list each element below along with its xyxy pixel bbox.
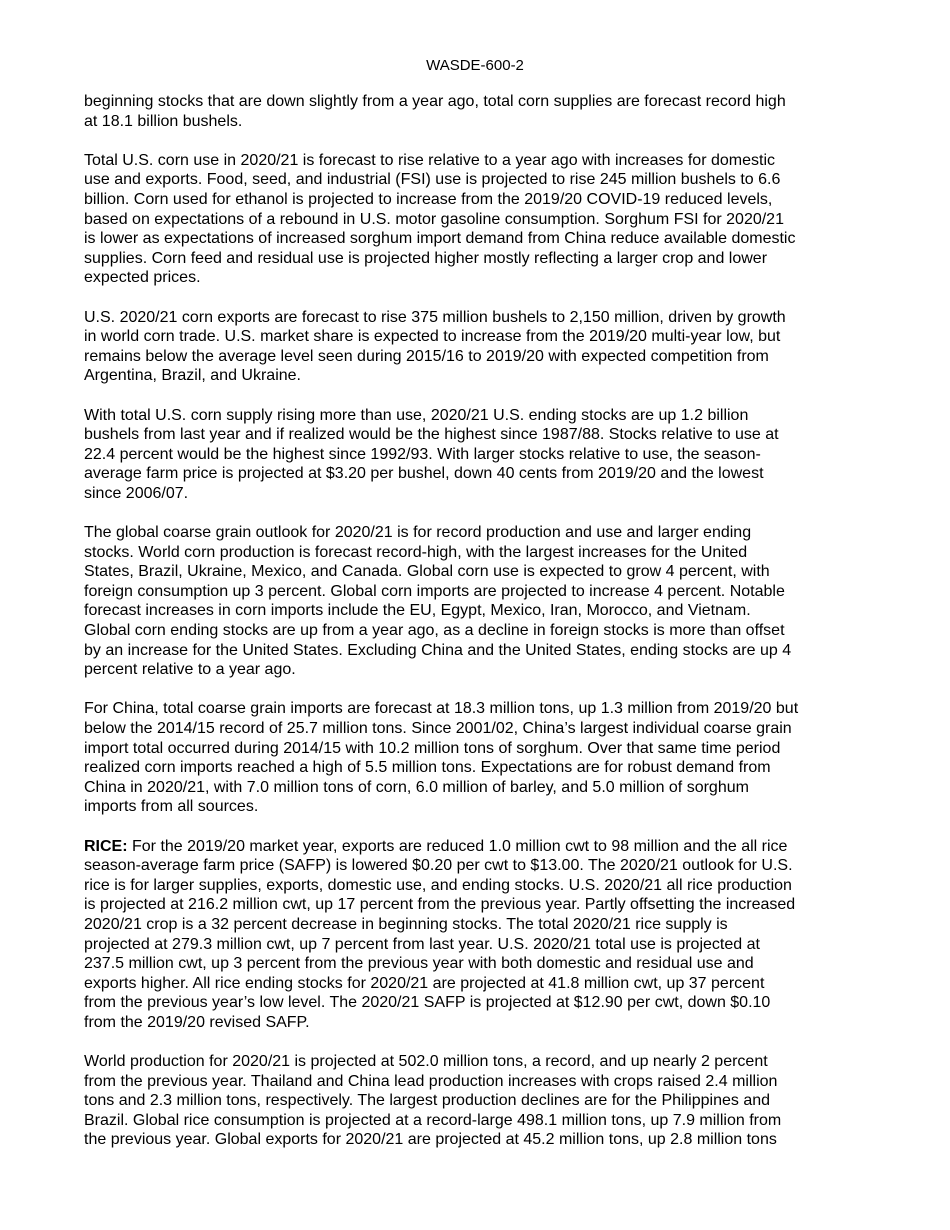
- text-line: China in 2020/21, with 7.0 million tons of corn, 6.0 million of barley, and 5.0 million of sorghum: [84, 778, 749, 796]
- text-line: the previous year. Global exports for 2020/21 are projected at 45.2 million tons, up 2.8 million tons: [84, 1131, 777, 1149]
- text-line: realized corn imports reached a high of 5.5 million tons. Expectations are for robust demand from: [84, 759, 771, 777]
- text-line: U.S. 2020/21 corn exports are forecast to rise 375 million bushels to 2,150 million, driven by growth: [84, 308, 786, 326]
- text-line: season-average farm price (SAFP) is lowered $0.20 per cwt to $13.00. The 2020/21 outlook for U.S.: [84, 857, 793, 875]
- paragraph-global-coarse-grain: [84, 523, 870, 680]
- text-line: in world corn trade. U.S. market share is expected to increase from the 2019/20 multi-year low, but: [84, 328, 781, 346]
- text-line: is projected at 216.2 million cwt, up 17 percent from the previous year. Partly offsetting the increased: [84, 896, 796, 914]
- text-line: The global coarse grain outlook for 2020/21 is for record production and use and larger ending: [84, 524, 752, 542]
- paragraph-corn-supplies: [84, 92, 870, 131]
- text-line: rice is for larger supplies, exports, domestic use, and ending stocks. U.S. 2020/21 all rice production: [84, 876, 792, 894]
- text-line: stocks. World corn production is forecast record-high, with the largest increases for the United: [84, 543, 748, 561]
- paragraph-rice: [84, 837, 870, 1033]
- text-line: States, Brazil, Ukraine, Mexico, and Canada. Global corn use is expected to grow 4 percent, with: [84, 563, 770, 581]
- text-line: beginning stocks that are down slightly from a year ago, total corn supplies are forecast record high: [84, 93, 786, 110]
- text-line: Global corn ending stocks are up from a year ago, as a decline in foreign stocks is more than offset: [84, 622, 785, 640]
- rice-section-heading: RICE:: [84, 837, 128, 855]
- document-body: [84, 92, 870, 1170]
- text-line: With total U.S. corn supply rising more than use, 2020/21 U.S. ending stocks are up 1.2 billion: [84, 406, 749, 424]
- text-line: from the previous year. Thailand and China lead production increases with crops raised 2.4 million: [84, 1072, 778, 1090]
- text-line: exports higher. All rice ending stocks for 2020/21 are projected at 41.8 million cwt, up 37 percent: [84, 974, 765, 992]
- text-line: is lower as expectations of increased sorghum import demand from China reduce available domestic: [84, 230, 796, 248]
- rice-first-line: For the 2019/20 market year, exports are reduced 1.0 million cwt to 98 million and the all rice: [127, 837, 788, 855]
- text-line: from the previous year’s low level. The 2020/21 SAFP is projected at $12.90 per cwt, down $0.10: [84, 994, 771, 1012]
- paragraph-corn-exports: [84, 308, 870, 386]
- text-line: below the 2014/15 record of 25.7 million tons. Since 2001/02, China’s largest individual coarse grain: [84, 720, 792, 737]
- text-line: remains below the average level seen during 2015/16 to 2019/20 with expected competition from: [84, 347, 769, 365]
- paragraph-corn-use: [84, 151, 870, 288]
- text-line: imports from all sources.: [84, 798, 259, 816]
- text-line: bushels from last year and if realized would be the highest since 1987/88. Stocks relative to use at: [84, 426, 779, 444]
- text-line: billion. Corn used for ethanol is projected to increase from the 2019/20 COVID-19 reduced levels,: [84, 190, 773, 208]
- text-line: foreign consumption up 3 percent. Global corn imports are projected to increase 4 percent. Notable: [84, 582, 785, 600]
- paragraph-corn-ending-stocks: [84, 406, 870, 504]
- text-line: 22.4 percent would be the highest since 1992/93. With larger stocks relative to use, the season-: [84, 445, 761, 463]
- paragraph-china-imports: [84, 699, 870, 817]
- text-line: since 2006/07.: [84, 484, 189, 502]
- text-line: 2020/21 crop is a 32 percent decrease in beginning stocks. The total 2020/21 rice supply is: [84, 915, 728, 933]
- text-line: percent relative to a year ago.: [84, 661, 296, 679]
- text-line: forecast increases in corn imports include the EU, Egypt, Mexico, Iran, Morocco, and Vietnam.: [84, 602, 751, 620]
- text-line: based on expectations of a rebound in U.S. motor gasoline consumption. Sorghum FSI for 2020/21: [84, 210, 784, 228]
- text-line: Argentina, Brazil, and Ukraine.: [84, 367, 301, 385]
- text-line: Total U.S. corn use in 2020/21 is forecast to rise relative to a year ago with increases for domestic: [84, 151, 775, 169]
- text-line: supplies. Corn feed and residual use is projected higher mostly reflecting a larger crop and lower: [84, 249, 768, 267]
- text-line: projected at 279.3 million cwt, up 7 percent from last year. U.S. 2020/21 total use is projected at: [84, 935, 760, 953]
- text-line: from the 2019/20 revised SAFP.: [84, 1013, 310, 1031]
- text-line: For China, total coarse grain imports are forecast at 18.3 million tons, up 1.3 million from 2019/20 but: [84, 700, 799, 718]
- paragraph-world-rice: [84, 1052, 870, 1150]
- text-line: use and exports. Food, seed, and industrial (FSI) use is projected to rise 245 million bushels to 6.6: [84, 171, 781, 189]
- text-line: [84, 837, 870, 857]
- page-header: [0, 57, 950, 75]
- text-line: World production for 2020/21 is projected at 502.0 million tons, a record, and up nearly 2 percent: [84, 1053, 768, 1071]
- text-line: expected prices.: [84, 269, 201, 287]
- text-line: 237.5 million cwt, up 3 percent from the previous year with both domestic and residual use and: [84, 955, 754, 973]
- text-line: import total occurred during 2014/15 with 10.2 million tons of sorghum. Over that same time period: [84, 739, 781, 757]
- text-line: tons and 2.3 million tons, respectively. The largest production declines are for the Philippines and: [84, 1092, 771, 1110]
- text-line: at 18.1 billion bushels.: [84, 112, 243, 130]
- page-id: WASDE-600-2: [426, 57, 524, 74]
- text-line: Brazil. Global rice consumption is projected at a record-large 498.1 million tons, up 7.9 million from: [84, 1111, 782, 1129]
- text-line: average farm price is projected at $3.20 per bushel, down 40 cents from 2019/20 and the lowest: [84, 465, 764, 483]
- text-line: by an increase for the United States. Excluding China and the United States, ending stocks are up 4: [84, 641, 792, 659]
